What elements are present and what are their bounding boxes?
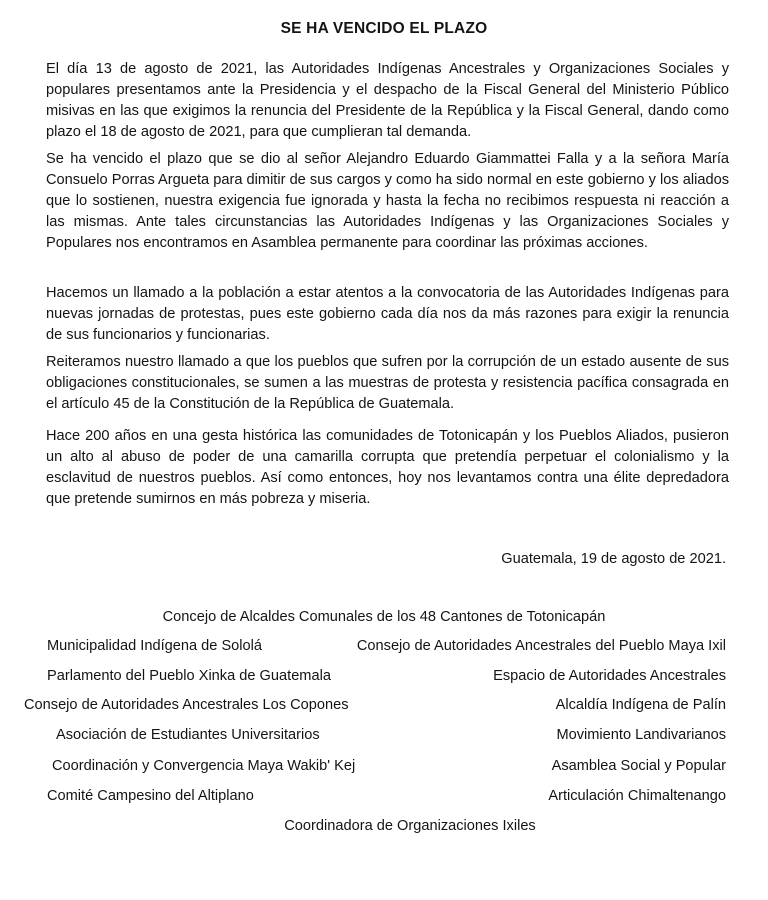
signatory-right: Asamblea Social y Popular — [551, 758, 726, 774]
signatory-right: Movimiento Landivarianos — [556, 727, 726, 743]
signatory-right: Articulación Chimaltenango — [548, 788, 726, 804]
signatory-left: Comité Campesino del Altiplano — [47, 788, 254, 804]
signatory-left: Asociación de Estudiantes Universitarios — [56, 727, 320, 743]
signatory-left: Consejo de Autoridades Ancestrales Los Copones — [24, 697, 349, 713]
place-date: Guatemala, 19 de agosto de 2021. — [501, 551, 726, 567]
signatory-bottom: Coordinadora de Organizaciones Ixiles — [284, 818, 536, 834]
signatory-left: Parlamento del Pueblo Xinka de Guatemala — [47, 668, 331, 684]
signatory-right: Alcaldía Indígena de Palín — [555, 697, 726, 713]
paragraph-expired: Se ha vencido el plazo que se dio al señor Alejandro Eduardo Giammattei Falla y a la señora María Consuelo Porras Argueta para dimitir de sus cargos y como ha sido normal en este gobierno y los aliados que lo sostienen, nuestra exigencia fue ignorada y hasta la fecha no recibimos respuesta ni reacción a las mismas. Ante tales circunstancias las Autoridades Indígenas y las Organizaciones Sociales y Populares nos encontramos en Asamblea permanente para coordinar las próximas acciones. — [46, 151, 729, 251]
paragraph-deadline: El día 13 de agosto de 2021, las Autoridades Indígenas Ancestrales y Organizaciones Sociales y populares presentamos ante la Presidencia y el despacho de la Fiscal General del Ministerio Público misivas en las que exigimos la renuncia del Presidente de la República y la Fiscal General, dando como plazo el 18 de agosto de 2021, para que cumplieran tal demanda. — [46, 61, 729, 140]
signatory-right: Espacio de Autoridades Ancestrales — [493, 668, 726, 684]
signatory-right: Consejo de Autoridades Ancestrales del Pueblo Maya Ixil — [356, 638, 726, 654]
paragraph-history: Hace 200 años en una gesta histórica las comunidades de Totonicapán y los Pueblos Aliados, pusieron un alto al abuso de poder de una camarilla corrupta que pretendía perpetuar el colonialismo y la esclavitud de nuestros pueblos. Así como entonces, hoy nos levantamos contra una élite depredadora que pretende sumirnos en más pobreza y miseria. — [46, 428, 729, 507]
paragraph-call: Hacemos un llamado a la población a estar atentos a la convocatoria de las Autoridades Indígenas para nuevas jornadas de protestas, pues este gobierno cada día nos da más razones para exigir la renuncia de sus funcionarios y funcionarias. — [46, 285, 729, 343]
signatory-top: Concejo de Alcaldes Comunales de los 48 Cantones de Totonicapán — [162, 609, 606, 625]
paragraph-reiterate: Reiteramos nuestro llamado a que los pueblos que sufren por la corrupción de un estado ausente de sus obligaciones constitucionales, se sumen a las muestras de protesta y resistencia pacífica consagrada en el artículo 45 de la Constitución de la República de Guatemala. — [46, 354, 729, 412]
signatory-left: Coordinación y Convergencia Maya Wakib' Kej — [52, 758, 356, 774]
signatory-left: Municipalidad Indígena de Sololá — [47, 638, 263, 654]
document-title: SE HA VENCIDO EL PLAZO — [280, 20, 488, 37]
